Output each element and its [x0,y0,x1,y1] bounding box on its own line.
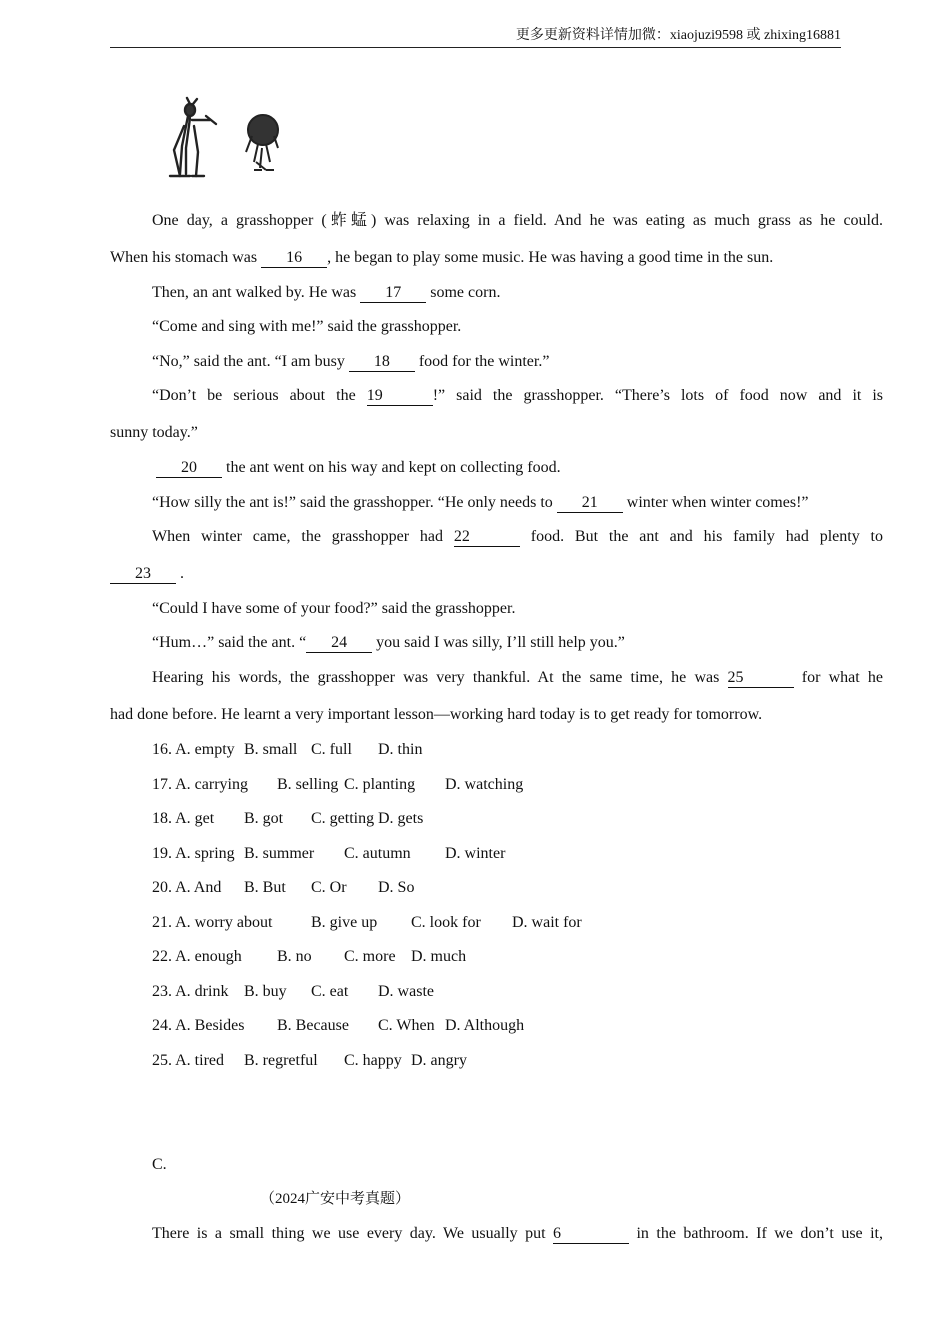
page-header: 更多更新资料详情加微：xiaojuzi9598 或 zhixing16881 [110,26,841,48]
question-option[interactable]: 18. A. get [152,810,215,827]
text-segment: !” said the grasshopper. “There’s lots of food now and it is [432,387,884,404]
grasshopper-and-ant-icon [160,96,290,186]
blank-23[interactable]: 23 [110,565,176,584]
question-option[interactable]: 19. A. spring [152,845,235,862]
paragraph-2 [110,282,883,304]
paragraph-11-line-1 [110,667,883,689]
blank-6[interactable]: 6 [553,1225,629,1244]
text-segment: “Don’t be serious about the [152,387,367,404]
text-segment: food. But the ant and his family had plenty to [519,528,883,545]
question-option[interactable]: D. So [378,879,415,896]
question-option[interactable]: B. buy [244,983,287,1000]
question-option[interactable]: 20. A. And [152,879,222,896]
paragraph-9: “Could I have some of your food?” said the grasshopper. [152,600,516,617]
blank-24[interactable]: 24 [306,634,372,653]
question-option[interactable]: D. angry [411,1052,467,1069]
question-option[interactable]: B. summer [244,845,315,862]
ant-figure [246,115,278,170]
question-option[interactable]: B. But [244,879,286,896]
paragraph-3: “Come and sing with me!” said the grasshopper. [152,318,462,335]
text-segment: “Hum…” said the ant. “ [152,634,307,651]
question-option[interactable]: B. selling [277,776,339,793]
blank-16[interactable]: 16 [261,249,327,268]
question-option[interactable]: 16. A. empty [152,741,235,758]
paragraph-8-line-2 [110,563,841,585]
question-option[interactable]: D. winter [445,845,506,862]
text-segment: . [176,565,184,582]
grasshopper-figure [170,98,216,176]
blank-25[interactable]: 25 [728,669,794,688]
text-segment: for what he [793,669,884,686]
text-segment: in the bathroom. If we don’t use it, [629,1225,884,1242]
text-segment: “How silly the ant is!” said the grasshopper. “He only needs to [152,494,557,511]
question-option[interactable]: C. eat [311,983,349,1000]
question-option[interactable]: C. Or [311,879,347,896]
question-option[interactable]: C. more [344,948,396,965]
text-segment: some corn. [426,284,501,301]
text-segment: Hearing his words, the grasshopper was very thankful. At the same time, he was [152,669,728,686]
paragraph-5-line-2: sunny today.” [110,424,198,441]
text-segment: “No,” said the ant. “I am busy [152,353,349,370]
paragraph-1-line-1: One day, a grasshopper (蚱蜢) was relaxing in a field. And he was eating as much grass as he could. [152,212,883,229]
paragraph-11-line-2: had done before. He learnt a very important lesson—working hard today is to get ready for tomorrow. [110,706,763,723]
text-segment: the ant went on his way and kept on collecting food. [222,459,561,476]
question-option[interactable]: D. gets [378,810,424,827]
blank-20[interactable]: 20 [156,459,222,478]
blank-17[interactable]: 17 [360,284,426,303]
question-option[interactable]: C. getting [311,810,375,827]
question-option[interactable]: 21. A. worry about [152,914,273,931]
question-option[interactable]: C. look for [411,914,481,931]
text-segment: Then, an ant walked by. He was [152,284,361,301]
question-option[interactable]: D. watching [445,776,524,793]
question-option[interactable]: D. wait for [512,914,582,931]
question-option[interactable]: 25. A. tired [152,1052,224,1069]
question-option[interactable]: D. thin [378,741,423,758]
question-option[interactable]: C. full [311,741,352,758]
question-option[interactable]: C. When [378,1017,435,1034]
blank-19[interactable]: 19 [367,387,433,406]
text-segment: you said I was silly, I’ll still help you.” [372,634,625,651]
question-option[interactable]: 17. A. carrying [152,776,248,793]
paragraph-7 [110,492,883,514]
section-c-label: C. [152,1156,167,1173]
question-option[interactable]: B. regretful [244,1052,318,1069]
section-c-source: （2024广安中考真题） [260,1191,411,1207]
paragraph-8-line-1 [110,526,883,548]
question-option[interactable]: 24. A. Besides [152,1017,245,1034]
question-option[interactable]: D. much [411,948,467,965]
question-option[interactable]: D. waste [378,983,434,1000]
text-segment: When his stomach was [110,249,262,266]
text-segment: , he began to play some music. He was having a good time in the sun. [327,249,774,266]
section-c-paragraph-1 [110,1223,883,1245]
question-option[interactable]: 23. A. drink [152,983,229,1000]
blank-18[interactable]: 18 [349,353,415,372]
text-segment: When winter came, the grasshopper had [152,528,454,545]
paragraph-1-line-2 [110,247,841,269]
paragraph-5-line-1 [110,385,883,407]
question-option[interactable]: C. happy [344,1052,402,1069]
question-option[interactable]: B. Because [277,1017,349,1034]
question-option[interactable]: D. Although [445,1017,525,1034]
question-option[interactable]: B. small [244,741,298,758]
text-segment: There is a small thing we use every day. We usually put [152,1225,554,1242]
blank-21[interactable]: 21 [557,494,623,513]
question-option[interactable]: B. give up [311,914,378,931]
question-option[interactable]: C. planting [344,776,416,793]
question-option[interactable]: C. autumn [344,845,411,862]
paragraph-10 [110,632,883,654]
text-segment: food for the winter.” [414,353,550,370]
question-option[interactable]: B. no [277,948,312,965]
paragraph-6 [110,457,887,479]
blank-22[interactable]: 22 [454,528,520,547]
question-option[interactable]: B. got [244,810,284,827]
paragraph-4 [110,351,883,373]
text-segment: winter when winter comes!” [622,494,809,511]
question-option[interactable]: 22. A. enough [152,948,242,965]
